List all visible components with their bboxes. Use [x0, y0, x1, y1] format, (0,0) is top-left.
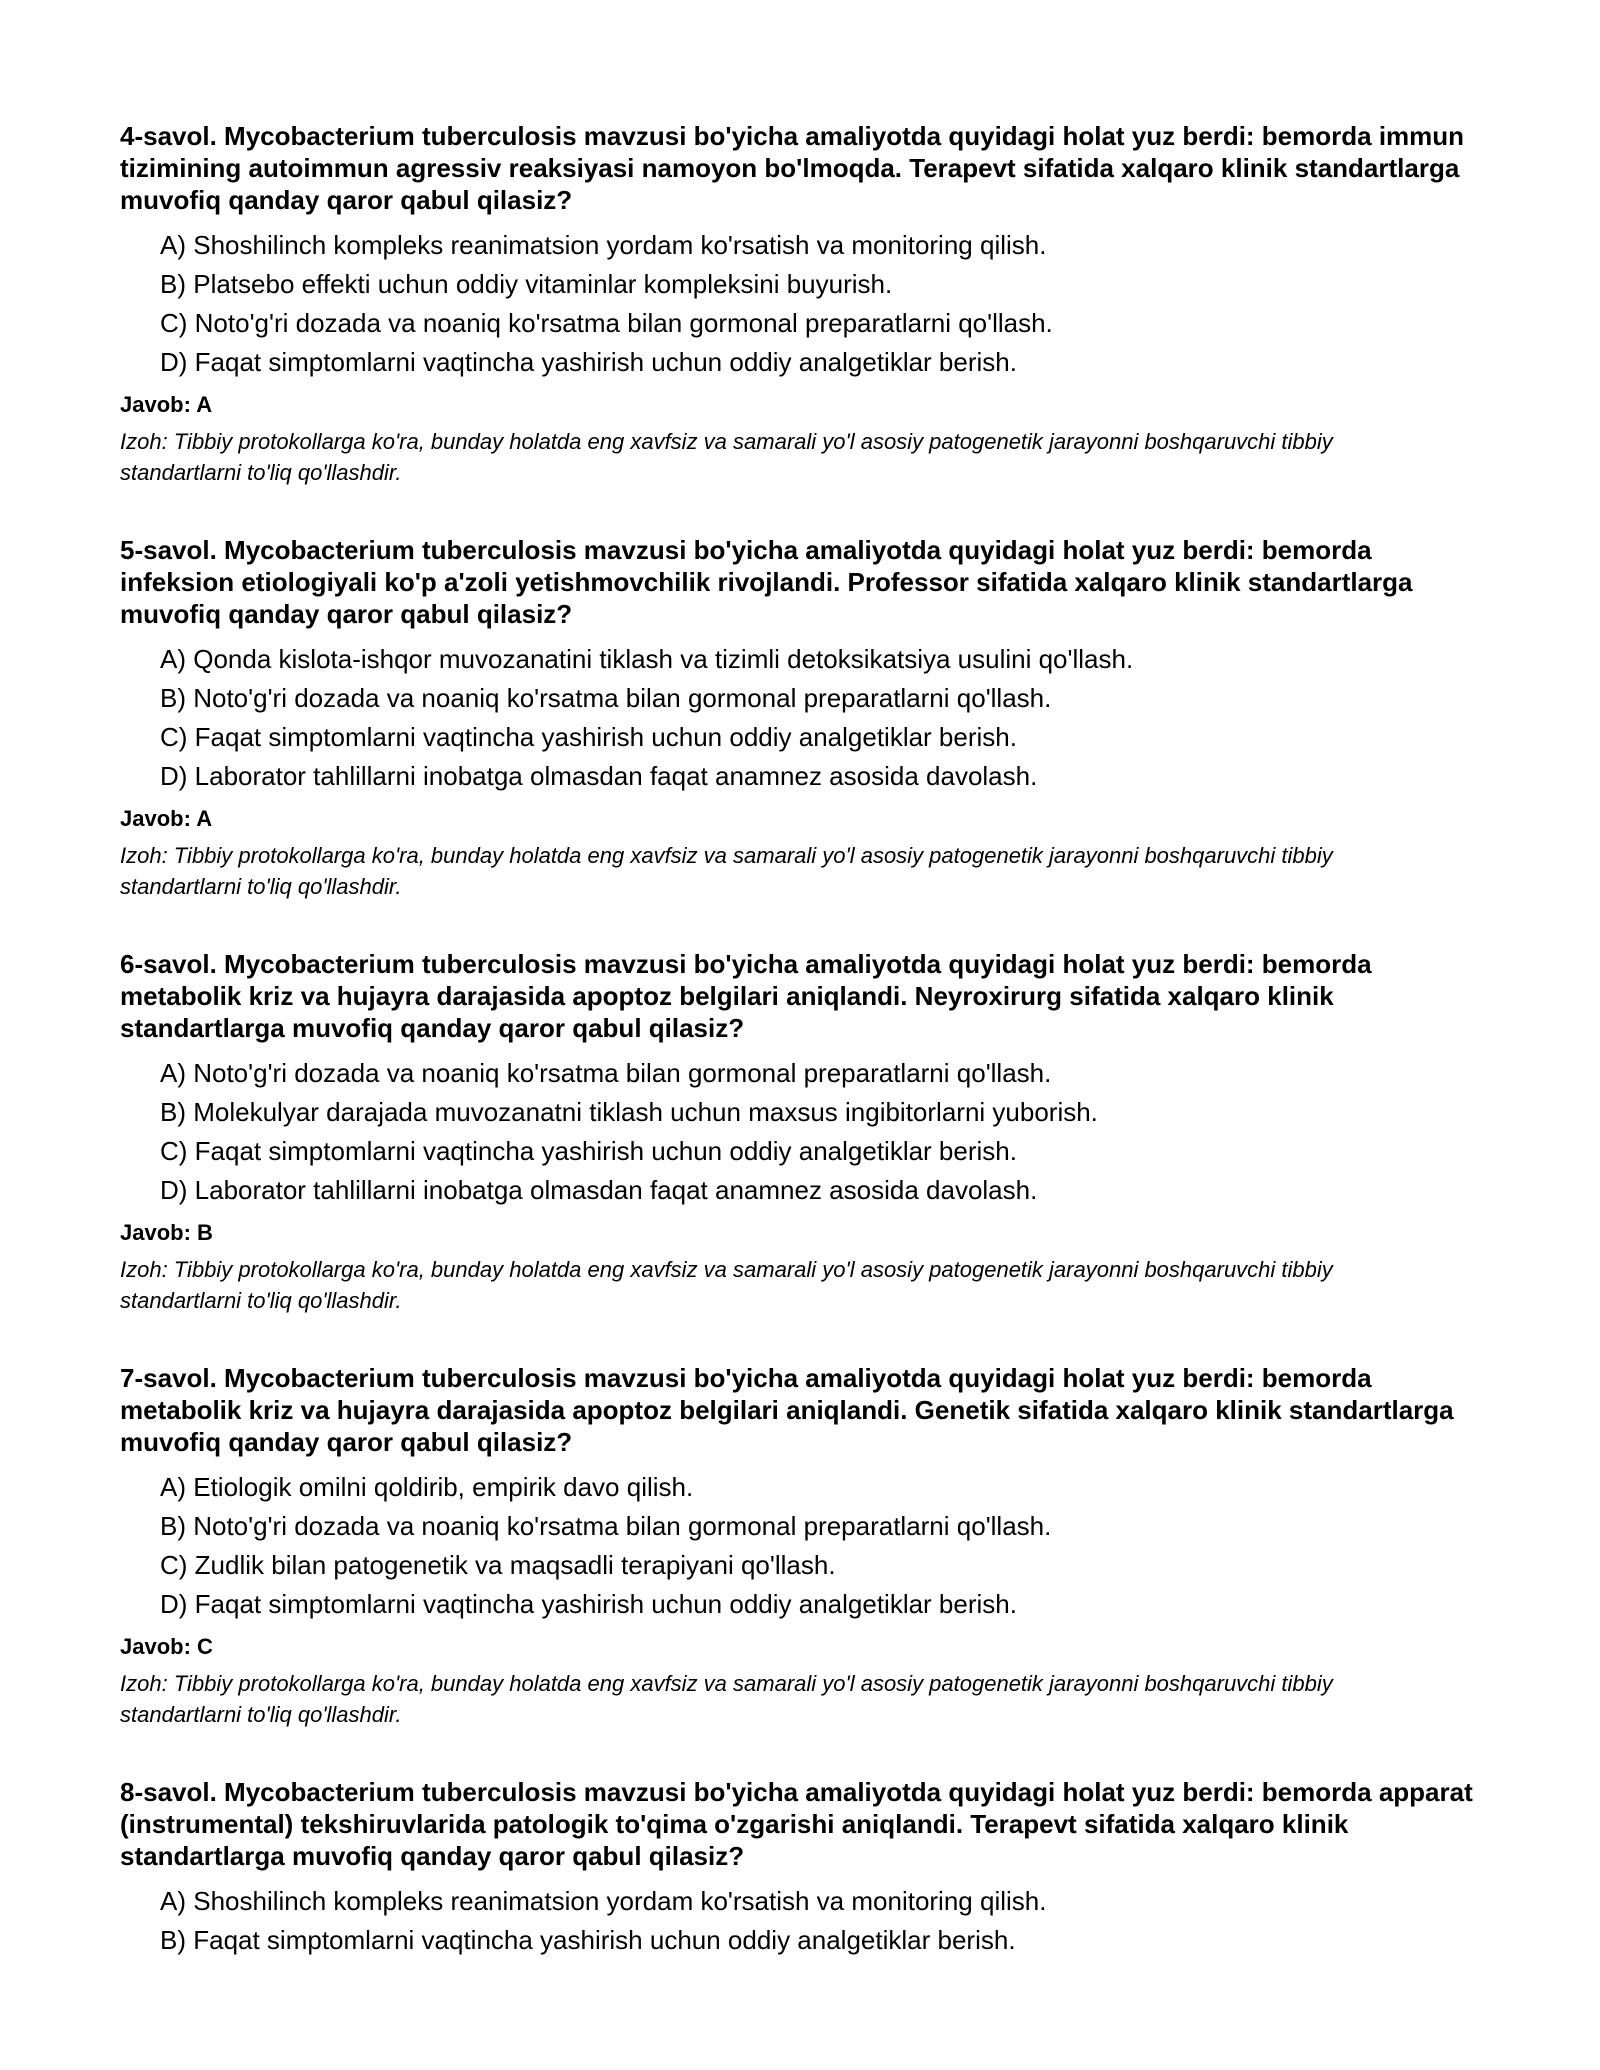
answer-label: Javob: B: [120, 1220, 213, 1245]
option-d: D) Laborator tahlillarni inobatga olmasdan faqat anamnez asosida davolash.: [160, 761, 1038, 791]
document-page: [120, 120, 1480, 2006]
explanation-note: Izoh: Tibbiy protokollarga ko'ra, bunday holatda eng xavfsiz va samarali yo'l asosiy patogenetik jarayonni boshqaruvchi tibbiy standartlarni to'liq qo'llashdir.: [120, 1671, 1333, 1727]
question-8: [120, 1776, 1480, 1960]
option-b: B) Platsebo effekti uchun oddiy vitaminlar kompleksini buyurish.: [160, 269, 893, 299]
answer-label: Javob: C: [120, 1634, 213, 1659]
question-title: 4-savol. Mycobacterium tuberculosis mavzusi bo'yicha amaliyotda quyidagi holat yuz berdi: bemorda immun tizimining autoimmun agressiv reaksiyasi namoyon bo'lmoqda. Terapevt sifatida xalqaro klinik standartlarga muvofiq qanday qaror qabul qilasiz?: [120, 121, 1465, 215]
option-list: [120, 640, 1480, 796]
answer-label: Javob: A: [120, 392, 213, 417]
question-5: [120, 534, 1480, 902]
question-title: 7-savol. Mycobacterium tuberculosis mavzusi bo'yicha amaliyotda quyidagi holat yuz berdi: bemorda metabolik kriz va hujayra darajasida apoptoz belgilari aniqlandi. Genetik sifatida xalqaro klinik standartlarga muvofiq qanday qaror qabul qilasiz?: [120, 1363, 1454, 1457]
question-7: [120, 1362, 1480, 1730]
answer-label: Javob: A: [120, 806, 213, 831]
option-c: C) Faqat simptomlarni vaqtincha yashirish uchun oddiy analgetiklar berish.: [160, 722, 1017, 752]
option-a: A) Noto'g'ri dozada va noaniq ko'rsatma bilan gormonal preparatlarni qo'llash.: [160, 1058, 1052, 1088]
option-d: D) Faqat simptomlarni vaqtincha yashirish uchun oddiy analgetiklar berish.: [160, 347, 1017, 377]
question-title: 5-savol. Mycobacterium tuberculosis mavzusi bo'yicha amaliyotda quyidagi holat yuz berdi: bemorda infeksion etiologiyali ko'p a'zoli yetishmovchilik rivojlandi. Professor sifatida xalqaro klinik standartlarga muvofiq qanday qaror qabul qilasiz?: [120, 535, 1413, 629]
option-d: D) Laborator tahlillarni inobatga olmasdan faqat anamnez asosida davolash.: [160, 1175, 1038, 1205]
question-title: 6-savol. Mycobacterium tuberculosis mavzusi bo'yicha amaliyotda quyidagi holat yuz berdi: bemorda metabolik kriz va hujayra darajasida apoptoz belgilari aniqlandi. Neyroxirurg sifatida xalqaro klinik standartlarga muvofiq qanday qaror qabul qilasiz?: [120, 949, 1372, 1043]
explanation-note: Izoh: Tibbiy protokollarga ko'ra, bunday holatda eng xavfsiz va samarali yo'l asosiy patogenetik jarayonni boshqaruvchi tibbiy standartlarni to'liq qo'llashdir.: [120, 429, 1333, 485]
option-a: A) Shoshilinch kompleks reanimatsion yordam ko'rsatish va monitoring qilish.: [160, 1886, 1047, 1916]
explanation-note: Izoh: Tibbiy protokollarga ko'ra, bunday holatda eng xavfsiz va samarali yo'l asosiy patogenetik jarayonni boshqaruvchi tibbiy standartlarni to'liq qo'llashdir.: [120, 1257, 1333, 1313]
option-a: A) Qonda kislota-ishqor muvozanatini tiklash va tizimli detoksikatsiya usulini qo'llash.: [160, 644, 1134, 674]
question-title: 8-savol. Mycobacterium tuberculosis mavzusi bo'yicha amaliyotda quyidagi holat yuz berdi: bemorda apparat (instrumental) tekshiruvlarida patologik to'qima o'zgarishi aniqlandi. Terapevt sifatida xalqaro klinik standartlarga muvofiq qanday qaror qabul qilasiz?: [120, 1777, 1473, 1871]
option-b: B) Molekulyar darajada muvozanatni tiklash uchun maxsus ingibitorlarni yuborish.: [160, 1097, 1098, 1127]
option-list: [120, 226, 1480, 382]
option-a: A) Etiologik omilni qoldirib, empirik davo qilish.: [160, 1472, 694, 1502]
option-list: [120, 1468, 1480, 1624]
option-c: C) Noto'g'ri dozada va noaniq ko'rsatma bilan gormonal preparatlarni qo'llash.: [160, 308, 1053, 338]
option-d: D) Faqat simptomlarni vaqtincha yashirish uchun oddiy analgetiklar berish.: [160, 1589, 1017, 1619]
option-list: [120, 1882, 1480, 1960]
option-b: B) Noto'g'ri dozada va noaniq ko'rsatma bilan gormonal preparatlarni qo'llash.: [160, 1511, 1052, 1541]
option-a: A) Shoshilinch kompleks reanimatsion yordam ko'rsatish va monitoring qilish.: [160, 230, 1047, 260]
option-c: C) Zudlik bilan patogenetik va maqsadli terapiyani qo'llash.: [160, 1550, 836, 1580]
option-list: [120, 1054, 1480, 1210]
question-4: [120, 120, 1480, 488]
option-b: B) Noto'g'ri dozada va noaniq ko'rsatma bilan gormonal preparatlarni qo'llash.: [160, 683, 1052, 713]
option-c: C) Faqat simptomlarni vaqtincha yashirish uchun oddiy analgetiklar berish.: [160, 1136, 1017, 1166]
explanation-note: Izoh: Tibbiy protokollarga ko'ra, bunday holatda eng xavfsiz va samarali yo'l asosiy patogenetik jarayonni boshqaruvchi tibbiy standartlarni to'liq qo'llashdir.: [120, 843, 1333, 899]
question-6: [120, 948, 1480, 1316]
option-b: B) Faqat simptomlarni vaqtincha yashirish uchun oddiy analgetiklar berish.: [160, 1925, 1016, 1955]
